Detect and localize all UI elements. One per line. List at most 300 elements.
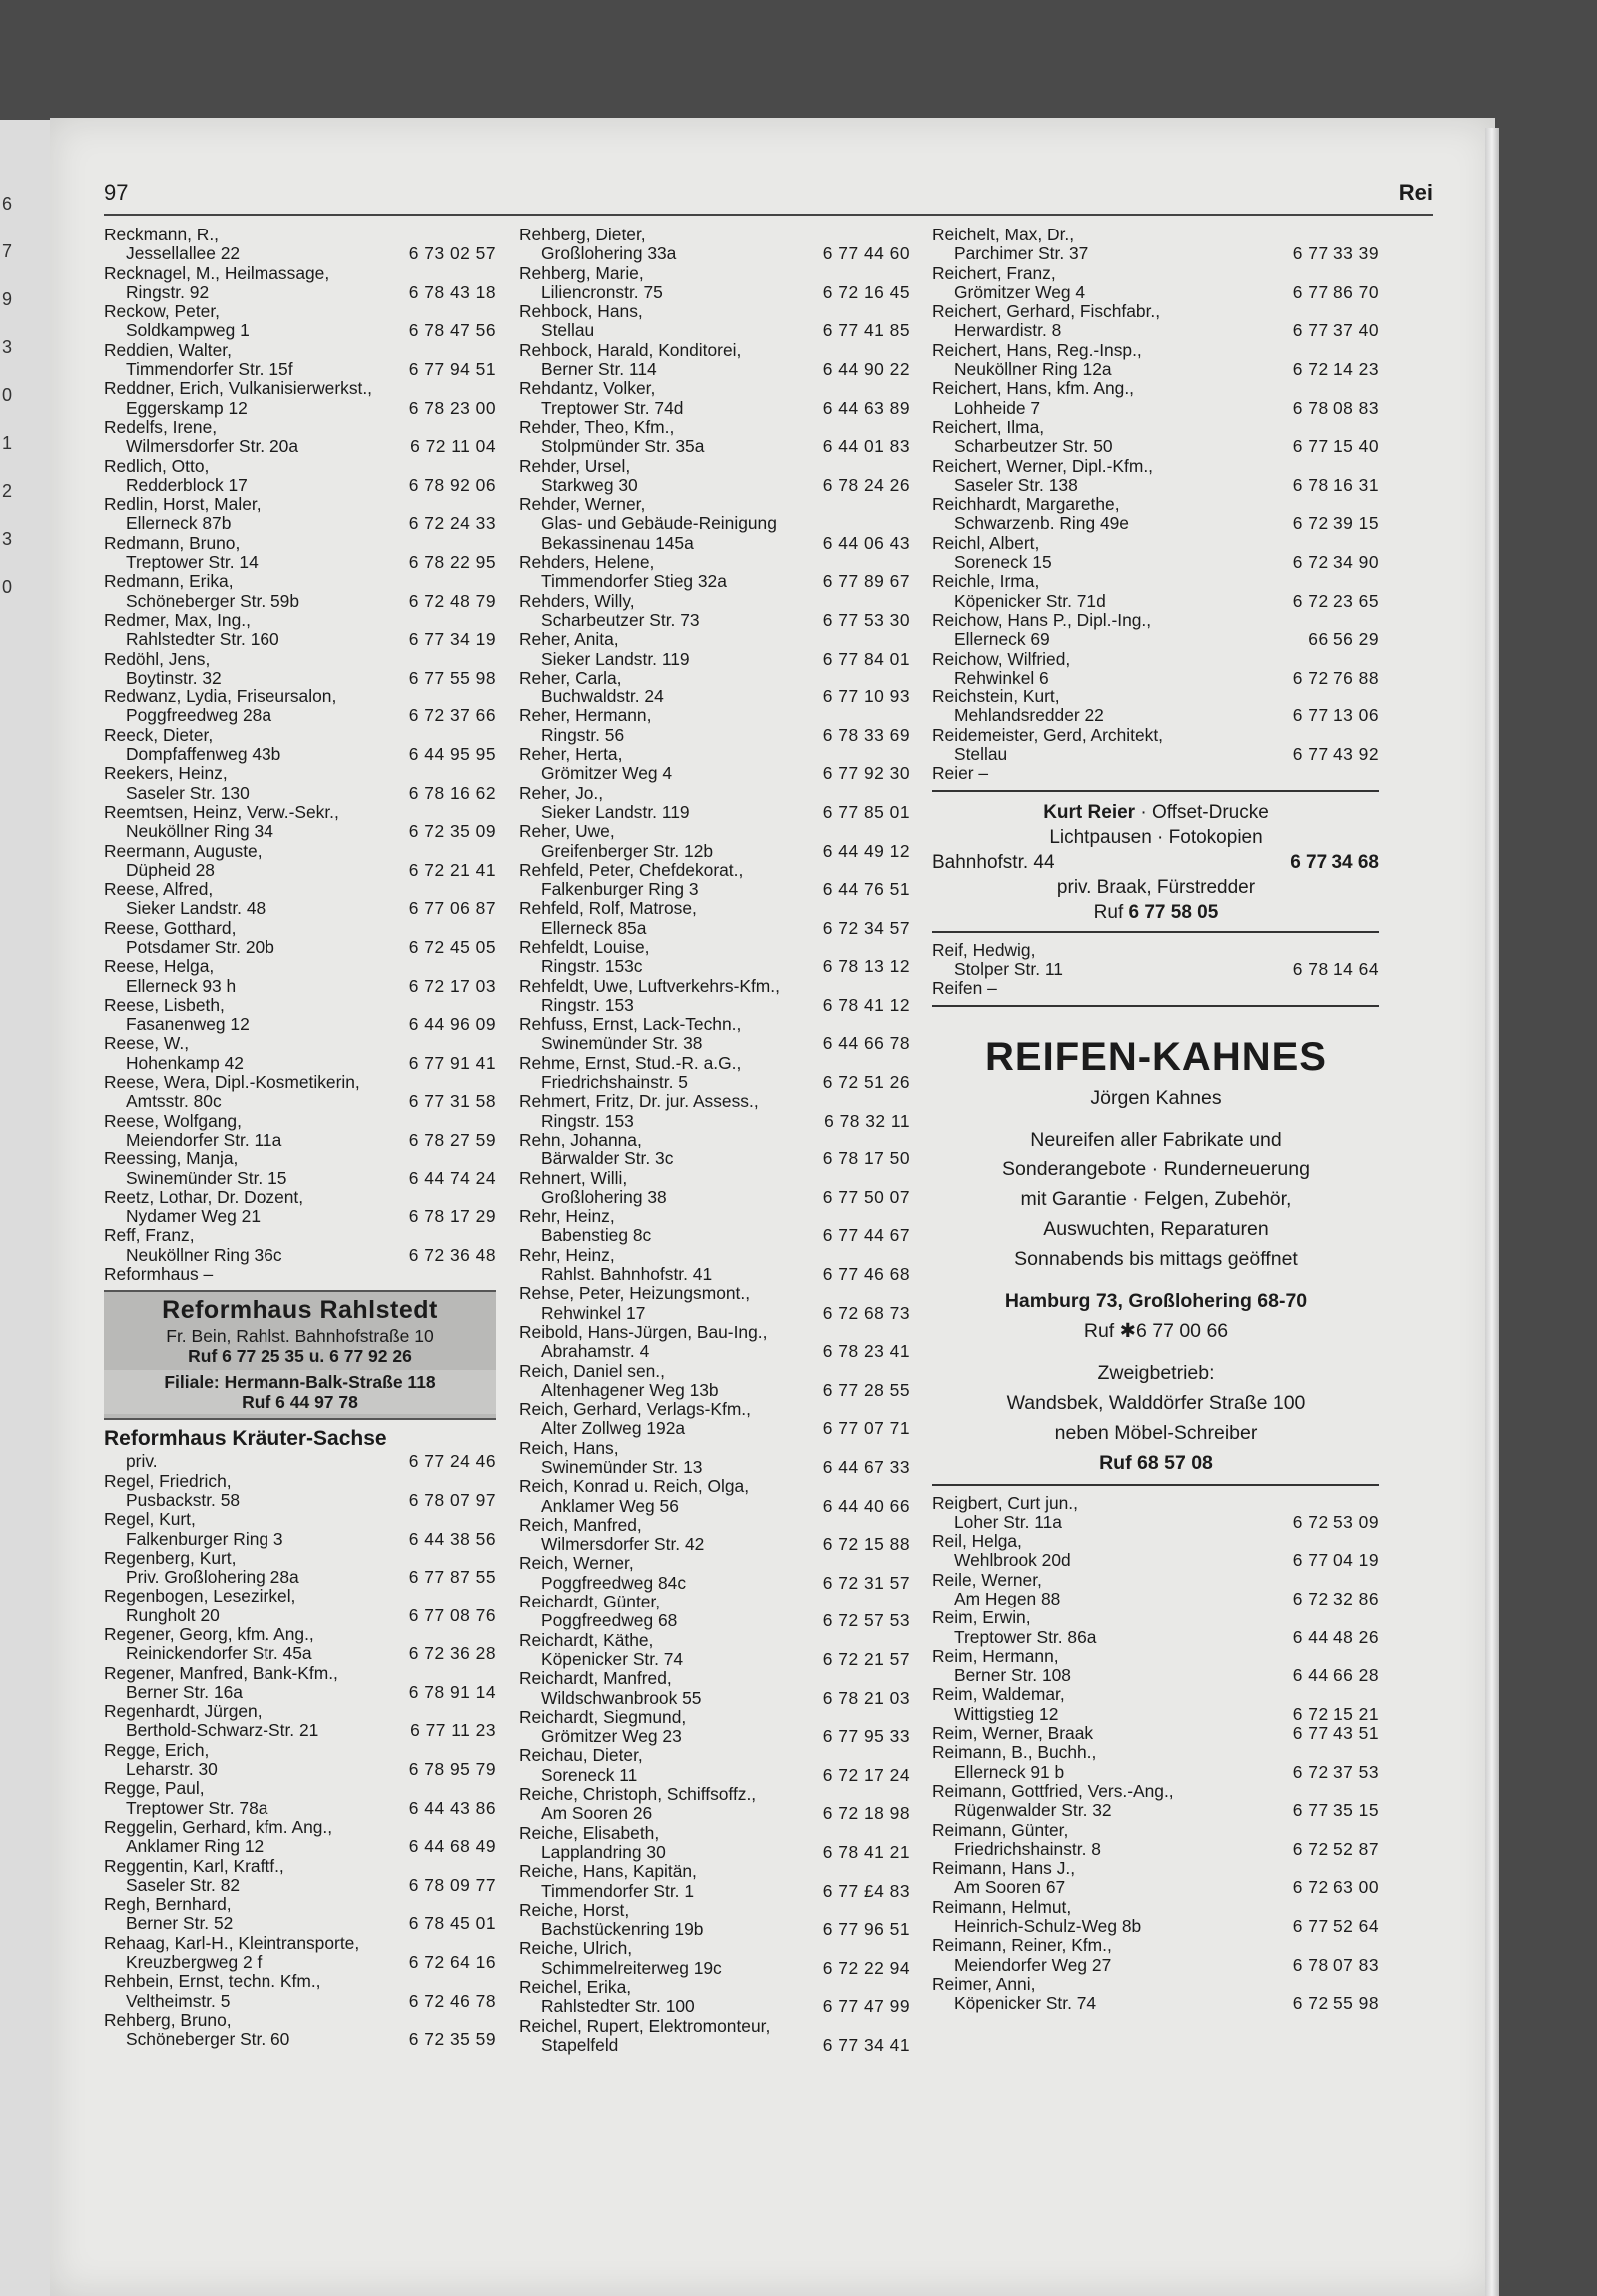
- ad-divider: [932, 790, 1379, 792]
- entry-name: Redlich, Otto,: [104, 456, 210, 476]
- entry-name: Reiche, Horst,: [519, 1900, 630, 1920]
- ad-divider: [932, 1005, 1379, 1007]
- entry-address: Neuköllner Ring 36c: [126, 1245, 282, 1265]
- entry-phone: 6 78 16 62: [405, 784, 496, 803]
- ad-divider: [932, 931, 1379, 933]
- directory-entry: [519, 226, 910, 264]
- entry-address: Berner Str. 114: [541, 360, 657, 380]
- entry-address: Stolpmünder Str. 35a: [541, 437, 705, 457]
- ad-title: Reformhaus Kräuter-Sachse: [104, 1427, 387, 1451]
- previous-page-mark: 6: [2, 194, 13, 214]
- entry-name: Reimann, Gottfried, Vers.-Ang.,: [932, 1781, 1174, 1801]
- ad-line: Sonderangebote · Runderneuerung: [1002, 1157, 1310, 1180]
- entry-phone: 6 44 63 89: [819, 399, 910, 418]
- entry-address: Saseler Str. 130: [126, 783, 250, 803]
- entry-name: Rehbein, Ernst, techn. Kfm.,: [104, 1972, 321, 1992]
- entry-address: Wehlbrook 20d: [954, 1551, 1071, 1571]
- entry-address: Treptower Str. 14: [126, 553, 259, 573]
- entry-list: [932, 1494, 1379, 2014]
- entry-name: Reichow, Wilfried,: [932, 649, 1071, 669]
- directory-entry: [104, 688, 496, 726]
- entry-address: Sieker Landstr. 48: [126, 899, 266, 919]
- entry-address: Reinickendorfer Str. 45a: [126, 1644, 312, 1664]
- entry-address: Timmendorfer Str. 1: [541, 1881, 695, 1901]
- entry-address: Köpenicker Str. 74: [541, 1649, 684, 1669]
- directory-entry: [104, 996, 496, 1035]
- directory-entry: [932, 1685, 1379, 1724]
- entry-address: Priv. Großlohering 28a: [126, 1568, 299, 1588]
- entry-phone: 6 77 £4 83: [819, 1882, 910, 1901]
- directory-entry: [104, 379, 496, 418]
- entry-name: Reichl, Albert,: [932, 533, 1040, 553]
- entry-phone: 6 77 34 19: [405, 630, 496, 649]
- entry-address: Rehwinkel 6: [954, 668, 1049, 688]
- entry-address: Poggfreedweg 84c: [541, 1573, 687, 1593]
- directory-entry: [519, 302, 910, 341]
- entry-address: Greifenberger Str. 12b: [541, 841, 714, 861]
- directory-entry: [519, 1477, 910, 1516]
- entry-address: Abrahamstr. 4: [541, 1342, 650, 1362]
- entry-name: Reichhardt, Margarethe,: [932, 495, 1120, 515]
- entry-address: Treptower Str. 78a: [126, 1798, 268, 1818]
- entry-address: Grömitzer Weg 4: [541, 764, 673, 784]
- entry-name: Reich, Gerhard, Verlags-Kfm.,: [519, 1400, 751, 1420]
- entry-address: Berner Str. 52: [126, 1914, 234, 1934]
- entry-phone: 6 44 66 78: [819, 1034, 910, 1053]
- entry-phone: 6 72 17 03: [405, 977, 496, 996]
- entry-name: Reimann, Hans J.,: [932, 1859, 1076, 1879]
- entry-address: Falkenburger Ring 3: [541, 880, 699, 900]
- entry-name: Regel, Kurt,: [104, 1510, 196, 1530]
- entry-phone: 6 78 07 97: [405, 1491, 496, 1510]
- entry-phone: 6 77 07 71: [819, 1419, 910, 1438]
- directory-entry: [104, 1818, 496, 1857]
- entry-address: Rahlstedter Str. 100: [541, 1997, 695, 2017]
- entry-name: Reichardt, Siegmund,: [519, 1707, 687, 1727]
- previous-page-marks: [2, 180, 12, 611]
- entry-name: Reggelin, Gerhard, kfm. Ang.,: [104, 1817, 333, 1837]
- directory-entry: [519, 534, 910, 553]
- entry-phone: 6 72 15 21: [1289, 1705, 1379, 1724]
- entry-phone: 6 72 17 24: [819, 1766, 910, 1785]
- entry-name: Reidemeister, Gerd, Architekt,: [932, 725, 1164, 745]
- entry-address: Timmendorfer Stieg 32a: [541, 572, 727, 592]
- ad-hours: Sonnabends bis mittags geöffnet: [1014, 1247, 1298, 1270]
- entry-name: Reichert, Ilma,: [932, 417, 1045, 437]
- directory-entry: [104, 572, 496, 611]
- ad-private-phone: 6 77 58 05: [1128, 901, 1219, 923]
- entry-name: Reimann, Reiner, Kfm.,: [932, 1936, 1112, 1956]
- entry-phone: 6 78 27 59: [405, 1131, 496, 1149]
- entry-address: Treptower Str. 74d: [541, 398, 684, 418]
- entry-phone: 6 78 23 41: [819, 1342, 910, 1361]
- entry-name: Rehfeldt, Uwe, Luftverkehrs-Kfm.,: [519, 976, 780, 996]
- running-head: Rei: [1398, 180, 1433, 205]
- directory-entry: [519, 1284, 910, 1323]
- entry-address: Soreneck 15: [954, 553, 1052, 573]
- directory-entry: [519, 899, 910, 938]
- entry-phone: 66 56 29: [1304, 630, 1379, 649]
- entry-name: Reher, Uwe,: [519, 822, 615, 842]
- entry-address: Grömitzer Weg 23: [541, 1727, 682, 1747]
- entry-address: Redderblock 17: [126, 475, 248, 495]
- entry-name: Rehmert, Fritz, Dr. jur. Assess.,: [519, 1092, 759, 1112]
- header-rule: [104, 214, 1433, 216]
- entry-phone: 6 72 52 87: [1289, 1840, 1379, 1859]
- entry-address: Sieker Landstr. 119: [541, 649, 690, 669]
- ad-line: Fr. Bein, Rahlst. Bahnhofstraße 10: [166, 1326, 434, 1347]
- entry-name: Reichel, Rupert, Elektromonteur,: [519, 2016, 771, 2036]
- entry-name: Reim, Werner, Braak: [932, 1724, 1094, 1744]
- directory-entry: [519, 1901, 910, 1940]
- directory-entry: [932, 764, 1379, 783]
- ad-title: Reformhaus Rahlstedt: [162, 1296, 438, 1325]
- directory-entry: [519, 669, 910, 707]
- directory-entry: [519, 1323, 910, 1362]
- entry-phone: 6 44 95 95: [405, 745, 496, 764]
- entry-phone: 6 72 48 79: [405, 592, 496, 611]
- directory-page: [50, 118, 1495, 2296]
- entry-name: Reich, Hans,: [519, 1438, 619, 1458]
- entry-phone: 6 77 34 41: [819, 2036, 910, 2055]
- entry-address: Wilmersdorfer Str. 20a: [126, 437, 298, 457]
- entry-phone: 6 78 45 01: [405, 1914, 496, 1933]
- entry-name: Regenhardt, Jürgen,: [104, 1702, 263, 1722]
- entry-name: Reggentin, Karl, Kraftf.,: [104, 1856, 284, 1876]
- directory-entry: [519, 630, 910, 669]
- entry-name: Reese, Gotthard,: [104, 918, 237, 938]
- entry-name: Reichardt, Günter,: [519, 1593, 661, 1612]
- directory-entry: [104, 1226, 496, 1265]
- entry-address: Ringstr. 92: [126, 282, 210, 302]
- directory-entry: [932, 1975, 1379, 2014]
- directory-entry: [104, 1472, 496, 1511]
- entry-phone: 6 78 41 21: [819, 1843, 910, 1862]
- entry-phone: 6 77 24 46: [405, 1452, 496, 1471]
- entry-name: Redmer, Max, Ing.,: [104, 610, 251, 630]
- ad-phone: 6 77 34 68: [1290, 851, 1379, 873]
- directory-entry: [104, 1265, 496, 1284]
- ad-branch-heading: Zweigbetrieb:: [1097, 1361, 1215, 1384]
- entry-phone: 6 78 09 77: [405, 1876, 496, 1895]
- entry-address: Friedrichshainstr. 8: [954, 1839, 1101, 1859]
- entry-address: Swinemünder Str. 38: [541, 1034, 703, 1054]
- entry-address: Neuköllner Ring 12a: [954, 360, 1112, 380]
- entry-name: Reiche, Christoph, Schiffsoffz.,: [519, 1785, 757, 1805]
- entry-name: Reher, Anita,: [519, 630, 619, 650]
- entry-address: Schwarzenb. Ring 49e: [954, 514, 1129, 534]
- entry-name: Reeck, Dieter,: [104, 725, 214, 745]
- page-header: [104, 176, 1433, 212]
- entry-name: Reiche, Ulrich,: [519, 1939, 633, 1959]
- entry-address: Timmendorfer Str. 15f: [126, 360, 293, 380]
- entry-phone: 6 77 87 55: [405, 1568, 496, 1587]
- entry-name: Recknagel, M., Heilmassage,: [104, 263, 330, 283]
- column-3: [932, 226, 1379, 2014]
- entry-phone: 6 73 02 57: [405, 244, 496, 263]
- entry-name: Reil, Helga,: [932, 1532, 1022, 1552]
- entry-phone: 6 72 36 48: [405, 1246, 496, 1265]
- entry-address: Starkweg 30: [541, 475, 638, 495]
- entry-address: Altenhagener Weg 13b: [541, 1380, 719, 1400]
- directory-entry: [932, 534, 1379, 573]
- entry-name: Reese, Helga,: [104, 957, 215, 977]
- entry-name: Reff, Franz,: [104, 1226, 195, 1246]
- entry-address: Berthold-Schwarz-Str. 21: [126, 1721, 319, 1741]
- directory-entry: [932, 611, 1379, 650]
- directory-entry: [104, 1587, 496, 1625]
- entry-phone: 6 77 92 30: [819, 764, 910, 783]
- entry-address: Berner Str. 16a: [126, 1682, 243, 1702]
- directory-entry: [519, 1862, 910, 1901]
- previous-page-mark: 1: [2, 433, 13, 453]
- entry-name: Rehbock, Harald, Konditorei,: [519, 340, 742, 360]
- entry-address: Hohenkamp 42: [126, 1053, 244, 1073]
- directory-entry: [104, 1664, 496, 1703]
- entry-phone: 6 77 89 67: [819, 572, 910, 591]
- entry-address: Am Sooren 67: [954, 1878, 1066, 1898]
- directory-entry: [932, 650, 1379, 689]
- entry-phone: 6 72 68 73: [819, 1304, 910, 1323]
- entry-phone: 6 77 52 64: [1289, 1917, 1379, 1936]
- entry-address: Sieker Landstr. 119: [541, 802, 690, 822]
- entry-phone: 6 78 32 11: [820, 1112, 910, 1131]
- directory-entry: [104, 341, 496, 380]
- directory-entry: [932, 726, 1379, 765]
- entry-phone: 6 78 22 95: [405, 553, 496, 572]
- entry-address: Ellerneck 91 b: [954, 1762, 1065, 1782]
- entry-name: Regge, Erich,: [104, 1740, 210, 1760]
- entry-name: Rehnert, Willi,: [519, 1168, 628, 1188]
- entry-phone: 6 72 37 53: [1289, 1763, 1379, 1782]
- entry-phone: 6 77 37 40: [1289, 321, 1379, 340]
- directory-entry: [104, 764, 496, 803]
- entry-phone: 6 77 41 85: [819, 321, 910, 340]
- entry-name: Reetz, Lothar, Dr. Dozent,: [104, 1187, 304, 1207]
- entry-address: Saseler Str. 138: [954, 475, 1078, 495]
- entry-address: Jessellallee 22: [126, 244, 241, 264]
- entry-name: Reese, Lisbeth,: [104, 995, 225, 1015]
- directory-entry: [932, 1821, 1379, 1860]
- entry-name: Regel, Friedrich,: [104, 1471, 232, 1491]
- directory-entry: [104, 880, 496, 919]
- directory-entry: [104, 457, 496, 496]
- entry-name: Rehfeld, Rolf, Matrose,: [519, 899, 697, 919]
- entry-name: Reher, Jo.,: [519, 783, 604, 803]
- entry-address: Rahlst. Bahnhofstr. 41: [541, 1265, 713, 1285]
- directory-entry: [932, 1532, 1379, 1571]
- ad-address: Bahnhofstr. 44: [932, 851, 1055, 873]
- entry-name: Regge, Paul,: [104, 1779, 205, 1799]
- entry-phone: 6 44 67 33: [819, 1458, 910, 1477]
- directory-entry: [519, 418, 910, 457]
- directory-entry: [519, 1015, 910, 1054]
- entry-phone: 6 78 43 18: [405, 283, 496, 302]
- directory-entry: [519, 553, 910, 592]
- directory-entry: [104, 726, 496, 765]
- directory-entry: [932, 1898, 1379, 1937]
- entry-address: Stellau: [541, 321, 595, 341]
- ad-branch-address: Filiale: Hermann-Balk-Straße 118: [164, 1372, 436, 1393]
- entry-phone: 6 44 43 86: [405, 1799, 496, 1818]
- entry-address: Glas- und Gebäude-Reinigung: [541, 514, 777, 534]
- column-2: [519, 226, 910, 2055]
- entry-name: Rehberg, Bruno,: [104, 2010, 232, 2030]
- entry-phone: 6 78 91 14: [405, 1683, 496, 1702]
- previous-page-mark: 0: [2, 577, 13, 597]
- entry-address: Potsdamer Str. 20b: [126, 937, 274, 957]
- entry-phone: 6 72 15 88: [819, 1535, 910, 1554]
- entry-phone: 6 77 13 06: [1289, 706, 1379, 725]
- entry-name: Reimann, Günter,: [932, 1820, 1069, 1840]
- entry-name: Reichert, Hans, kfm. Ang.,: [932, 379, 1135, 399]
- directory-entry: [104, 803, 496, 842]
- entry-address: Falkenburger Ring 3: [126, 1529, 283, 1549]
- directory-entry: [519, 861, 910, 900]
- entry-phone: 6 72 55 98: [1289, 1994, 1379, 2013]
- entry-list: [519, 226, 910, 2055]
- entry-address: Schimmelreiterweg 19c: [541, 1958, 722, 1978]
- entry-address: Veltheimstr. 5: [126, 1991, 231, 2011]
- entry-phone: 6 78 95 79: [405, 1760, 496, 1779]
- entry-address: Ringstr. 56: [541, 725, 625, 745]
- entry-name: Rehbock, Hans,: [519, 302, 643, 322]
- directory-entry: [519, 1554, 910, 1593]
- entry-address: Treptower Str. 86a: [954, 1627, 1097, 1647]
- entry-name: Reichstein, Kurt,: [932, 688, 1060, 707]
- entry-name: Rehberg, Dieter,: [519, 226, 646, 244]
- directory-entry: [519, 1207, 910, 1246]
- directory-entry: [932, 572, 1379, 611]
- entry-address: Meiendorfer Weg 27: [954, 1955, 1112, 1975]
- entry-phone: 6 72 23 65: [1289, 592, 1379, 611]
- page-edge: [1485, 128, 1499, 2296]
- directory-entry: [519, 706, 910, 745]
- entry-name: Reiche, Elisabeth,: [519, 1823, 660, 1843]
- entry-name: Reimann, Helmut,: [932, 1897, 1072, 1917]
- entry-name: Reichelt, Max, Dr.,: [932, 226, 1075, 244]
- entry-phone: 6 72 63 00: [1289, 1878, 1379, 1897]
- entry-name: Reemtsen, Heinz, Verw.-Sekr.,: [104, 802, 339, 822]
- entry-phone: 6 72 76 88: [1289, 669, 1379, 688]
- directory-entry: [104, 1188, 496, 1227]
- ad-services: · Offset-Drucke: [1135, 801, 1269, 823]
- entry-phone: 6 72 21 41: [405, 861, 496, 880]
- entry-phone: 6 78 14 64: [1289, 960, 1379, 979]
- directory-entry: [519, 495, 910, 534]
- directory-entry: [104, 1549, 496, 1588]
- entry-phone: 6 78 08 83: [1289, 399, 1379, 418]
- entry-name: Rehme, Ernst, Stud.-R. a.G.,: [519, 1053, 742, 1073]
- entry-address: Babenstieg 8c: [541, 1226, 652, 1246]
- entry-phone: 6 72 37 66: [405, 706, 496, 725]
- entry-address: Düpheid 28: [126, 860, 215, 880]
- entry-address: Grömitzer Weg 4: [954, 282, 1086, 302]
- entry-address: priv.: [126, 1452, 158, 1472]
- directory-entry: [519, 1131, 910, 1169]
- ad-branch-address: Wandsbek, Walddörfer Straße 100: [1006, 1391, 1306, 1414]
- entry-phone: 6 72 24 33: [405, 514, 496, 533]
- ad-phone: Ruf ✱6 77 00 66: [1083, 1319, 1229, 1342]
- directory-entry: [932, 302, 1379, 341]
- entry-name: Reese, Alfred,: [104, 880, 214, 900]
- entry-phone: 6 77 94 51: [405, 360, 496, 379]
- directory-entry: [519, 1669, 910, 1708]
- entry-address: Soreneck 11: [541, 1765, 638, 1785]
- entry-name: Reessing, Manja,: [104, 1149, 239, 1169]
- directory-entry: [519, 379, 910, 418]
- ad-private-phone-row: [932, 900, 1379, 925]
- entry-address: Herwardistr. 8: [954, 321, 1062, 341]
- entry-name: Reim, Hermann,: [932, 1646, 1059, 1666]
- entry-phone: 6 77 91 41: [405, 1054, 496, 1073]
- entry-phone: 6 72 14 23: [1289, 360, 1379, 379]
- entry-name: Rehr, Heinz,: [519, 1207, 615, 1227]
- previous-page-mark: 0: [2, 385, 13, 405]
- directory-entry: [104, 1857, 496, 1896]
- directory-entry: [519, 2017, 910, 2056]
- entry-name: Reermann, Auguste,: [104, 841, 263, 861]
- ad-address: Hamburg 73, Großlohering 68-70: [1004, 1289, 1308, 1312]
- entry-address: Großlohering 33a: [541, 244, 677, 264]
- entry-phone: 6 44 66 28: [1289, 1666, 1379, 1685]
- entry-address: Bachstückenring 19b: [541, 1920, 704, 1940]
- entry-address: Boytinstr. 32: [126, 668, 222, 688]
- entry-phone: 6 77 44 60: [819, 244, 910, 263]
- entry-phone: 6 44 74 24: [405, 1169, 496, 1188]
- entry-address: Swinemünder Str. 13: [541, 1458, 703, 1477]
- entry-name: Rehder, Theo, Kfm.,: [519, 417, 675, 437]
- previous-page-mark: 2: [2, 481, 13, 501]
- entry-address: Nydamer Weg 21: [126, 1207, 261, 1227]
- entry-address: Poggfreedweg 28a: [126, 706, 272, 726]
- entry-phone: 6 77 43 92: [1289, 745, 1379, 764]
- ad-branch-phone: Ruf 68 57 08: [1099, 1451, 1213, 1474]
- directory-entry: [519, 264, 910, 303]
- directory-entry: [519, 1169, 910, 1208]
- entry-phone: 6 72 36 28: [405, 1644, 496, 1663]
- entry-name: Rehders, Helene,: [519, 553, 655, 573]
- directory-entry: [104, 226, 496, 264]
- directory-entry: [104, 1972, 496, 2011]
- entry-address: Buchwaldstr. 24: [541, 688, 664, 707]
- entry-address: Ellerneck 87b: [126, 514, 232, 534]
- entry-name: Redelfs, Irene,: [104, 417, 218, 437]
- entry-phone: 6 44 68 49: [405, 1837, 496, 1856]
- entry-phone: 6 77 84 01: [819, 650, 910, 669]
- entry-name: Rehders, Willy,: [519, 591, 635, 611]
- entry-phone: 6 77 44 67: [819, 1226, 910, 1245]
- entry-address: Fasanenweg 12: [126, 1015, 250, 1035]
- entry-phone: 6 44 06 43: [819, 534, 910, 553]
- directory-entry: [519, 1631, 910, 1670]
- directory-entry: [104, 1741, 496, 1780]
- directory-entry: [104, 534, 496, 573]
- entry-phone: 6 72 35 09: [405, 822, 496, 841]
- entry-phone: 6 77 47 99: [819, 1997, 910, 2016]
- entry-address: Poggfreedweg 68: [541, 1611, 678, 1631]
- directory-entry: [932, 379, 1379, 418]
- directory-entry: [519, 1708, 910, 1747]
- entry-name: Rehn, Johanna,: [519, 1130, 642, 1149]
- entry-address: Stapelfeld: [541, 2035, 619, 2055]
- entry-phone: 6 77 04 19: [1289, 1551, 1379, 1570]
- entry-name: Rehder, Werner,: [519, 495, 646, 515]
- entry-name: Reif, Hedwig,: [932, 940, 1036, 960]
- entry-list: [932, 941, 1379, 999]
- entry-phone: 6 77 08 76: [405, 1607, 496, 1625]
- previous-page-mark: 7: [2, 241, 13, 261]
